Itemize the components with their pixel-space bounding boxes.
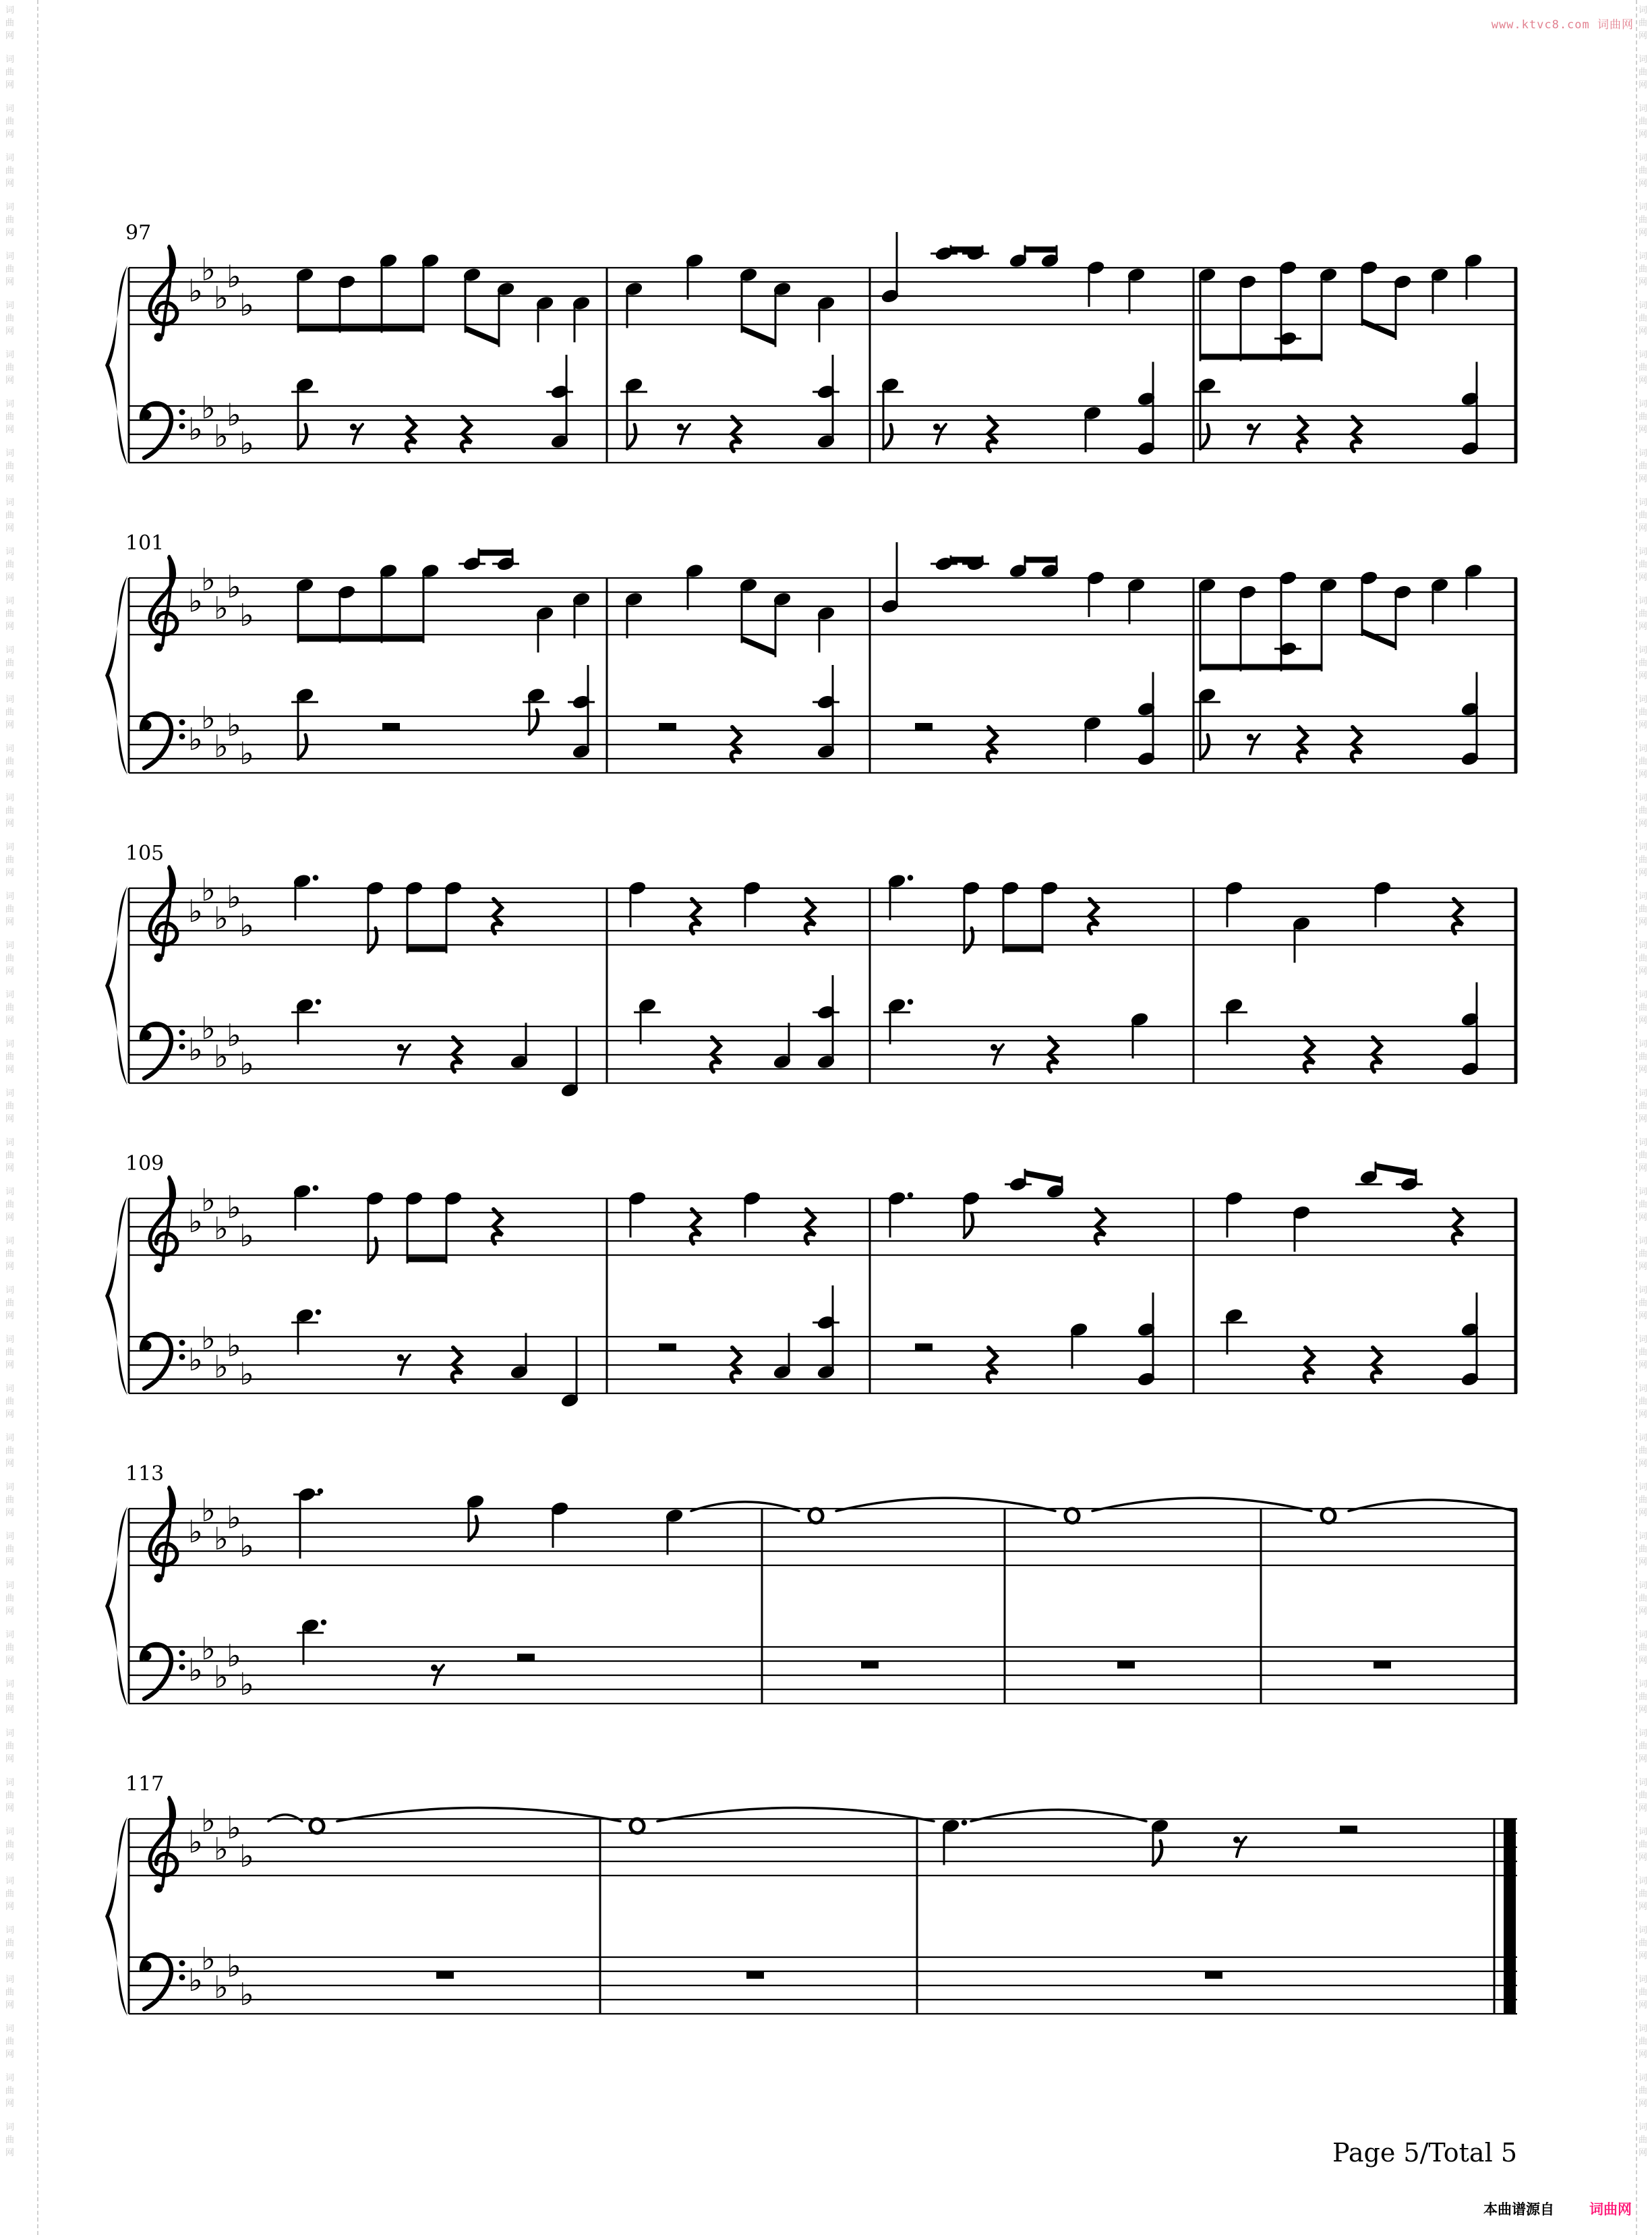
watermark-chars: 词 曲 网: [5, 5, 15, 41]
watermark-chars: 词 曲 网: [1639, 1138, 1648, 1173]
watermark-chars: 词 曲 网: [5, 1581, 15, 1617]
svg-text:♭: ♭: [188, 583, 203, 619]
watermark-chars: 词 曲 网: [5, 547, 15, 583]
svg-text:♭: ♭: [201, 561, 216, 598]
svg-text:♭: ♭: [188, 1962, 203, 1998]
watermark-chars: 词 曲 网: [5, 1925, 15, 1961]
watermark-chars: 词 曲 网: [5, 301, 15, 337]
watermark-chars: 词 曲 网: [5, 1433, 15, 1469]
watermark-chars: 词 曲 网: [1639, 695, 1648, 730]
watermark-chars: 词 曲 网: [1639, 153, 1648, 189]
watermark-chars: 词 曲 网: [1639, 1187, 1648, 1223]
svg-text:109: 109: [125, 1152, 165, 1175]
svg-text:♭: ♭: [214, 417, 229, 455]
svg-text:♭: ♭: [214, 728, 229, 765]
watermark-chars: 词 曲 网: [1639, 941, 1648, 977]
watermark-chars: 词 曲 网: [1639, 104, 1648, 140]
watermark-chars: 词 曲 网: [1639, 842, 1648, 878]
svg-text:♭: ♭: [214, 1969, 229, 2006]
watermark-chars: 词 曲 网: [5, 645, 15, 681]
watermark-chars: 词 曲 网: [1639, 990, 1648, 1026]
watermark-chars: 词 曲 网: [5, 448, 15, 484]
watermark-chars: 词 曲 网: [1639, 1384, 1648, 1420]
site-watermark-top: www.ktvc8.com 词曲网: [1491, 18, 1634, 32]
watermark-chars: 词 曲 网: [5, 1089, 15, 1124]
svg-text:♭: ♭: [239, 1045, 254, 1082]
watermark-chars: 词 曲 网: [1639, 2024, 1648, 2060]
svg-text:♭: ♭: [239, 1356, 254, 1392]
svg-text:♭: ♭: [188, 1203, 203, 1240]
svg-text:♭: ♭: [227, 707, 241, 743]
svg-text:♭: ♭: [239, 735, 254, 772]
watermark-chars: 词 曲 网: [1639, 2122, 1648, 2158]
watermark-chars: 词 曲 网: [1639, 1285, 1648, 1321]
watermark-chars: 词 曲 网: [5, 55, 15, 90]
svg-text:♭: ♭: [227, 569, 241, 605]
page-indicator: Page 5/Total 5: [1332, 2138, 1517, 2168]
svg-text:♭: ♭: [239, 907, 254, 944]
watermark-chars: 词 曲 网: [5, 350, 15, 386]
watermark-chars: 词 曲 网: [1639, 892, 1648, 927]
svg-text:♭: ♭: [188, 1031, 203, 1068]
watermark-chars: 词 曲 网: [5, 842, 15, 878]
watermark-chars: 词 曲 网: [5, 1876, 15, 1912]
credit-line: [1483, 2199, 1632, 2219]
watermark-chars: 词 曲 网: [1639, 2073, 1648, 2109]
svg-text:♭: ♭: [239, 1976, 254, 2012]
svg-text:♭: ♭: [201, 1182, 216, 1219]
svg-text:♭: ♭: [201, 1010, 216, 1047]
svg-text:♭: ♭: [239, 1217, 254, 1254]
watermark-chars: 词 曲 网: [1639, 1778, 1648, 1813]
watermark-chars: 词 曲 网: [1639, 744, 1648, 780]
svg-text:♭: ♭: [239, 1528, 254, 1564]
svg-text:♭: ♭: [239, 1666, 254, 1702]
watermark-chars: 词 曲 网: [5, 1630, 15, 1666]
watermark-chars: 词 曲 网: [1639, 301, 1648, 337]
system-97: [105, 221, 1517, 465]
watermark-chars: 词 曲 网: [1639, 1236, 1648, 1272]
watermark-chars: 词 曲 网: [5, 104, 15, 140]
svg-text:♭: ♭: [214, 1830, 229, 1867]
watermark-chars: 词 曲 网: [1639, 645, 1648, 681]
watermark-chars: 词 曲 网: [1639, 1729, 1648, 1764]
watermark-chars: 词 曲 网: [5, 2024, 15, 2060]
svg-text:97: 97: [125, 221, 152, 245]
svg-text:♭: ♭: [188, 1652, 203, 1688]
watermark-chars: 词 曲 网: [1639, 1039, 1648, 1075]
watermark-chars: 词 曲 网: [1639, 1925, 1648, 1961]
credit-prefix: 本曲谱源自: [1483, 2201, 1554, 2217]
svg-text:♭: ♭: [188, 721, 203, 757]
watermark-chars: 词 曲 网: [1639, 1089, 1648, 1124]
svg-text:♭: ♭: [214, 589, 229, 627]
svg-text:♭: ♭: [239, 287, 254, 323]
svg-text:♭: ♭: [227, 1948, 241, 1984]
svg-text:♭: ♭: [214, 1658, 229, 1695]
svg-text:♭: ♭: [227, 1189, 241, 1225]
watermark-chars: 词 曲 网: [5, 1285, 15, 1321]
svg-text:♭: ♭: [227, 1499, 241, 1536]
watermark-chars: 词 曲 网: [5, 1138, 15, 1173]
svg-text:♭: ♭: [188, 1824, 203, 1860]
svg-text:101: 101: [125, 531, 165, 555]
svg-text:♭: ♭: [214, 1210, 229, 1247]
watermark-chars: 词 曲 网: [1639, 252, 1648, 287]
svg-text:♭: ♭: [227, 1017, 241, 1053]
svg-text:105: 105: [125, 842, 165, 865]
system-109: [105, 1152, 1517, 1409]
svg-text:♭: ♭: [214, 1038, 229, 1075]
svg-text:♭: ♭: [214, 900, 229, 937]
svg-text:♭: ♭: [201, 1492, 216, 1529]
watermark-chars: 词 曲 网: [1639, 350, 1648, 386]
svg-text:♭: ♭: [201, 1940, 216, 1977]
watermark-chars: 词 曲 网: [5, 153, 15, 189]
watermark-chars: 词 曲 网: [5, 1778, 15, 1813]
watermark-chars: 词 曲 网: [5, 399, 15, 435]
watermark-chars: 词 曲 网: [1639, 1433, 1648, 1469]
watermark-chars: 词 曲 网: [5, 1384, 15, 1420]
watermark-chars: 词 曲 网: [5, 1236, 15, 1272]
watermark-chars: 词 曲 网: [1639, 202, 1648, 238]
watermark-chars: 词 曲 网: [5, 744, 15, 780]
svg-text:♭: ♭: [188, 1341, 203, 1378]
watermark-chars: 词 曲 网: [5, 498, 15, 533]
watermark-chars: 词 曲 网: [5, 2122, 15, 2158]
svg-text:♭: ♭: [227, 1637, 241, 1674]
watermark-chars: 词 曲 网: [1639, 1679, 1648, 1715]
svg-text:♭: ♭: [201, 251, 216, 288]
watermark-chars: 词 曲 网: [5, 793, 15, 829]
watermark-chars: 词 曲 网: [5, 1729, 15, 1764]
svg-text:♭: ♭: [214, 1520, 229, 1557]
svg-text:♭: ♭: [201, 699, 216, 736]
credit-brand-link[interactable]: 词曲网: [1589, 2201, 1632, 2217]
watermark-chars: 词 曲 网: [1639, 55, 1648, 90]
system-117: [105, 1772, 1517, 2016]
svg-text:♭: ♭: [227, 1809, 241, 1846]
watermark-chars: 词 曲 网: [1639, 1482, 1648, 1518]
svg-text:♭: ♭: [239, 425, 254, 461]
svg-text:♭: ♭: [201, 1630, 216, 1667]
svg-text:♭: ♭: [227, 1327, 241, 1364]
watermark-chars: 词 曲 网: [1639, 547, 1648, 583]
watermark-chars: 词 曲 网: [5, 202, 15, 238]
svg-text:♭: ♭: [188, 272, 203, 309]
watermark-chars: 词 曲 网: [5, 941, 15, 977]
watermark-chars: 词 曲 网: [5, 1187, 15, 1223]
svg-text:♭: ♭: [201, 1320, 216, 1357]
watermark-chars: 词 曲 网: [5, 252, 15, 287]
watermark-chars: 词 曲 网: [5, 1975, 15, 2010]
watermark-chars: 词 曲 网: [5, 990, 15, 1026]
svg-text:♭: ♭: [188, 893, 203, 929]
system-113: [105, 1462, 1517, 1706]
svg-text:♭: ♭: [214, 1348, 229, 1385]
svg-text:♭: ♭: [201, 871, 216, 908]
svg-text:♭: ♭: [227, 879, 241, 915]
watermark-chars: 词 曲 网: [1639, 596, 1648, 632]
watermark-chars: 词 曲 网: [5, 1827, 15, 1863]
system-101: [105, 531, 1517, 775]
watermark-chars: 词 曲 网: [5, 695, 15, 730]
watermark-chars: 词 曲 网: [1639, 399, 1648, 435]
watermark-chars: 词 曲 网: [5, 2073, 15, 2109]
watermark-chars: 词 曲 网: [5, 1532, 15, 1567]
svg-text:♭: ♭: [227, 258, 241, 295]
watermark-chars: 词 曲 网: [5, 596, 15, 632]
watermark-chars: 词 曲 网: [1639, 1975, 1648, 2010]
watermark-chars: 词 曲 网: [5, 1039, 15, 1075]
svg-text:♭: ♭: [188, 411, 203, 447]
svg-text:117: 117: [125, 1772, 165, 1796]
svg-text:113: 113: [125, 1462, 165, 1486]
svg-text:♭: ♭: [214, 279, 229, 316]
watermark-chars: 词 曲 网: [1639, 1827, 1648, 1863]
svg-text:♭: ♭: [239, 597, 254, 633]
watermark-chars: 词 曲 网: [1639, 793, 1648, 829]
svg-text:♭: ♭: [201, 1802, 216, 1839]
watermark-chars: 词 曲 网: [1639, 1335, 1648, 1370]
watermark-chars: 词 曲 网: [1639, 5, 1648, 41]
watermark-chars: 词 曲 网: [1639, 448, 1648, 484]
svg-text:♭: ♭: [188, 1513, 203, 1550]
watermark-chars: 词 曲 网: [1639, 1630, 1648, 1666]
svg-text:♭: ♭: [201, 389, 216, 426]
watermark-chars: 词 曲 网: [1639, 498, 1648, 533]
watermark-chars: 词 曲 网: [5, 1335, 15, 1370]
watermark-chars: 词 曲 网: [5, 1679, 15, 1715]
system-105: [105, 842, 1517, 1099]
watermark-chars: 词 曲 网: [5, 1482, 15, 1518]
svg-text:♭: ♭: [239, 1838, 254, 1874]
svg-text:♭: ♭: [227, 397, 241, 433]
watermark-chars: 词 曲 网: [1639, 1532, 1648, 1567]
watermark-chars: 词 曲 网: [1639, 1581, 1648, 1617]
watermark-chars: 词 曲 网: [5, 892, 15, 927]
watermark-chars: 词 曲 网: [1639, 1876, 1648, 1912]
